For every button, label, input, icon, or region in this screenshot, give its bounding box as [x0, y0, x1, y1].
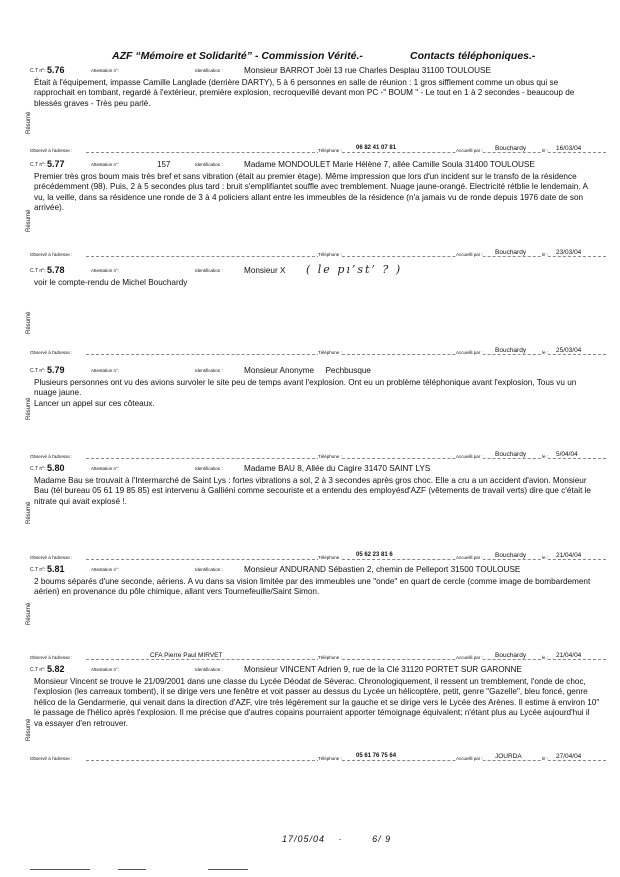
accueilli-label: Accueilli par : [456, 655, 483, 660]
ct-number: 5.82 [47, 664, 65, 674]
accueilli-label: Accueilli par : [456, 454, 483, 459]
contacts-title: Contacts téléphoniques.- [410, 50, 536, 62]
ct-number: 5.79 [47, 365, 65, 375]
page-footer [282, 834, 391, 844]
accueilli-label: Accueilli par : [456, 756, 483, 761]
identification-label: Identification : [195, 162, 223, 167]
accueilli-label: Accueilli par : [456, 148, 483, 153]
identification-value: Monsieur ANDURAND Sébastien 2, chemin de Pelleport 31500 TOULOUSE [244, 565, 521, 574]
identification-label: Identification : [195, 268, 223, 273]
entry-footer [30, 145, 606, 155]
accueilli-value: Bouchardy [495, 249, 527, 256]
accueilli-value: Bouchardy [495, 652, 527, 659]
resume-label: Résumé [26, 111, 32, 134]
identification-value: Monsieur Anonyme Pechbusque [244, 366, 371, 375]
attestation-label: Attestation n°: [91, 667, 120, 672]
entry-5-81 [26, 564, 606, 660]
ct-label: C.T n°: [30, 567, 46, 573]
date-value: 23/03/04 [556, 249, 582, 256]
accueilli-label: Accueilli par : [456, 252, 483, 257]
observe-label: Observé à l'adresse : [30, 148, 73, 153]
accueilli-label: Accueilli par : [456, 555, 483, 560]
ct-number: 5.81 [47, 564, 65, 574]
attestation-label: Attestation n°: [91, 466, 120, 471]
resume-label: Résumé [26, 209, 32, 232]
identification-label: Identification : [195, 667, 223, 672]
identification-value: Madame BAU 8, Allée du Cagire 31470 SAINT LYS [244, 464, 431, 473]
observe-label: Observé à l'adresse : [30, 756, 73, 761]
entry-text: voir le compte-rendu de Michel Bouchardy [34, 278, 188, 287]
scan-artifact [118, 869, 146, 870]
entry-text: Madame Bau se trouvait à l'Intermarché de Saint Lys : fortes vibrations a sol, 2 à 3 secondes après gros choc. Elle a cru a un accident d'avion. Monsieur Bau (tél bureau 05 61 19 85 85) est intervenu à Galliéni comme secouriste et a entendu des employésd'AZF (vêtements de travail verts) dire que c'était le nitrate qui avait explosé !. [34, 476, 591, 506]
accueilli-value: Bouchardy [495, 552, 527, 559]
ct-number: 5.76 [47, 65, 65, 75]
resume-label: Résumé [26, 501, 32, 524]
identification-value: Monsieur BARROT Joël 13 rue Charles Desplau 31100 TOULOUSE [244, 66, 491, 75]
ct-label: C.T n°: [30, 368, 46, 374]
observe-value: CFA Pierre Paul MIRVET [150, 652, 223, 659]
date-label: le : [542, 350, 549, 355]
entry-text: Premier très gros boum mais très bref et sans vibration (était au premier étage). Même impression que lors d'un incident sur le transfo de la résidence précédemment (98). Puis, 2 à 5 secondes plus tard : bruit s'emplifiantet souffle avec tremblement. Nuage jaune-orangé. Electricité rétblie le lendemain. A vu, la veille, dans sa résidence une ronde de 3 à 4 policiers allant entre les immeubles de la résidence (n'a jamais vu de ronde depuis 1976 date de son arrivée). [34, 172, 588, 213]
telephone-label: Téléphone : [318, 756, 342, 761]
observe-label: Observé à l'adresse : [30, 454, 73, 459]
entry-footer [30, 451, 606, 461]
identification-label: Identification : [195, 466, 223, 471]
date-label: le : [542, 655, 549, 660]
attestation-label: Attestation n°: [91, 368, 120, 373]
entry-text: Était à l'équipement, impasse Camille Langlade (derrière DARTY), 5 à 6 personnes en salle de réunion : 1 gros sifflement comme un obus qui se rapprochait en tombant, regardé à l'extérieur, première explosion, recroquevillé devant mon PC -" BOUM " - Le tout en 1 à 2 secondes - beaucoup de blessés graves - Très peu parlé. [34, 78, 575, 108]
telephone-value: 05 61 76 75 64 [356, 753, 397, 759]
attestation-label: Attestation n°: [91, 68, 120, 73]
telephone-label: Téléphone : [318, 252, 342, 257]
observe-label: Observé à l'adresse : [30, 555, 73, 560]
date-label: le : [542, 555, 549, 560]
date-value: 21/04/04 [556, 652, 582, 659]
entry-footer [30, 753, 606, 763]
observe-label: Observé à l'adresse : [30, 252, 73, 257]
observe-label: Observé à l'adresse : [30, 350, 73, 355]
date-value: 27/04/04 [556, 753, 582, 760]
resume-label: Résumé [26, 718, 32, 741]
entry-footer [30, 347, 606, 357]
identification-label: Identification : [195, 567, 223, 572]
footer-separator: · [338, 834, 343, 844]
entry-text: 2 boums séparés d'une seconde, aériens. A vu dans sa vision limitée par des immeubles une "onde" en quart de cercle (comme image de bombardement aérien) en provenance du pôle chimique, allant vers Tournefeuille/Saint Simon. [34, 577, 591, 597]
telephone-label: Téléphone : [318, 350, 342, 355]
telephone-label: Téléphone : [318, 148, 342, 153]
entry-footer [30, 652, 606, 662]
page-number: 6/ 9 [372, 834, 392, 844]
entry-text: Plusieurs personnes ont vu des avions survoler le site peu de temps avant l'explosion. Ont eu un problème téléphonique avant l'explosion, Tous vu un nuage jaune. Lancer un appel sur ces côteaux. [34, 378, 577, 408]
ct-label: C.T n°: [30, 667, 46, 673]
scan-artifact [208, 869, 248, 870]
resume-label: Résumé [26, 311, 32, 334]
entry-5-78 [26, 263, 606, 355]
entry-footer [30, 249, 606, 259]
telephone-label: Téléphone : [318, 655, 342, 660]
telephone-value: 06 82 41 07 81 [356, 145, 397, 151]
footer-date: 17/05/04 [282, 834, 326, 844]
entry-5-76 [26, 65, 606, 153]
attestation-label: Attestation n°: [91, 268, 120, 273]
date-value: 21/04/04 [556, 552, 582, 559]
observe-label: Observé à l'adresse : [30, 655, 73, 660]
date-label: le : [542, 252, 549, 257]
scan-artifact [30, 869, 90, 870]
accueilli-value: JOURDA [495, 753, 522, 760]
ct-label: C.T n°: [30, 68, 46, 74]
identification-value: Monsieur X [244, 266, 286, 275]
identification-value: Monsieur VINCENT Adrien 9, rue de la Clé 31120 PORTET SUR GARONNE [244, 665, 522, 674]
attestation-value: 157 [157, 160, 171, 169]
identification-value: Madame MONDOULET Marie Hélène 7, allée Camille Soula 31400 TOULOUSE [244, 160, 535, 169]
attestation-label: Attestation n°: [91, 567, 120, 572]
ct-number: 5.80 [47, 463, 65, 473]
attestation-label: Attestation n°: [91, 162, 120, 167]
entry-5-82 [26, 664, 606, 761]
identification-label: Identification : [195, 68, 223, 73]
ct-number: 5.77 [47, 159, 65, 169]
date-label: le : [542, 148, 549, 153]
ct-label: C.T n°: [30, 268, 46, 274]
identification-label: Identification : [195, 368, 223, 373]
accueilli-value: Bouchardy [495, 347, 527, 354]
ct-label: C.T n°: [30, 466, 46, 472]
ct-number: 5.78 [47, 265, 65, 275]
date-value: 5/04/04 [556, 451, 578, 458]
ct-label: C.T n°: [30, 162, 46, 168]
date-value: 25/03/04 [556, 347, 582, 354]
document-title: AZF “Mémoire et Solidarité” - Commission Vérité.- [112, 50, 363, 62]
date-value: 16/03/04 [556, 145, 582, 152]
entry-footer [30, 552, 606, 562]
page-header [112, 50, 536, 62]
entry-5-79 [26, 365, 606, 459]
resume-label: Résumé [26, 397, 32, 420]
accueilli-value: Bouchardy [495, 451, 527, 458]
accueilli-label: Accueilli par : [456, 350, 483, 355]
date-label: le : [542, 756, 549, 761]
date-label: le : [542, 454, 549, 459]
entry-5-80 [26, 463, 606, 560]
telephone-label: Téléphone : [318, 555, 342, 560]
telephone-label: Téléphone : [318, 454, 342, 459]
entry-text: Monsieur Vincent se trouve le 21/09/2001 dans une classe du Lycée Déodat de Séverac. Chronologiquement, il ressent un tremblement, l'onde de choc, l'explosion (les carreaux tombent), il se dirige vers une fenêtre et voit passer au dessus du Lycée un hélicoptère, petit, genre "Gazelle", bleu foncé, genre hélico de la Gendarmerie, qui venait dans la direction d'AZF, vire très légèrement sur la gauche et se dirige vers le Lycée des Arènes. Il estime à environ 10" le passage de l'hélico après l'explosion. Il me précise que d'autres copains pourraient apporter témoignage équivalent; n'étant plus au Lycée aujourd'hui il va essayer d'en retrouver. [34, 677, 600, 728]
accueilli-value: Bouchardy [495, 145, 527, 152]
resume-label: Résumé [26, 602, 32, 625]
handwritten-note: ( le pı’st’ ? ) [306, 263, 403, 276]
telephone-value: 05 62 23 81 6 [356, 552, 393, 558]
entry-5-77 [26, 159, 606, 257]
